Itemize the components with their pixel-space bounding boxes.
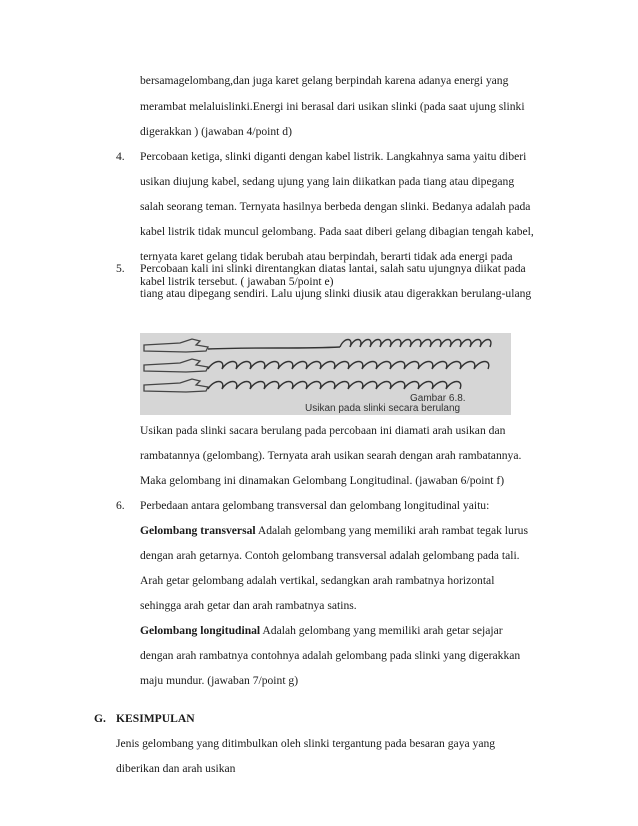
slinki-figure bbox=[140, 333, 511, 415]
text-line: Usikan pada slinki sacara berulang pada percobaan ini diamati arah usikan dan bbox=[140, 424, 506, 437]
hand-icon bbox=[144, 339, 208, 352]
term-longitudinal: Gelombang longitudinal bbox=[140, 624, 261, 637]
text-line: bersamagelombang,dan juga karet gelang berpindah karena adanya energi yang bbox=[140, 74, 509, 87]
text-line: tiang atau dipegang sendiri. Lalu ujung slinki diusik atau digerakkan berulang-ulang bbox=[140, 287, 532, 300]
list-number: 5. bbox=[116, 262, 125, 275]
text-line: kabel listrik tersebut. ( jawaban 5/point e) bbox=[140, 275, 334, 288]
text-line: kabel listrik tidak muncul gelombang. Pada saat diberi gelang dibagian tengah kabel, bbox=[140, 225, 534, 238]
text-line bbox=[140, 624, 503, 638]
text-line: Percobaan kali ini slinki direntangkan diatas lantai, salah satu ujungnya diikat pada bbox=[140, 262, 526, 275]
hand-icon bbox=[144, 359, 208, 372]
text-span: Adalah gelombang yang memiliki arah rambat tegak lurus bbox=[255, 524, 528, 537]
section-heading: KESIMPULAN bbox=[116, 712, 195, 725]
text-span: Adalah gelombang yang memiliki arah getar sejajar bbox=[260, 624, 503, 637]
text-line: usikan diujung kabel, sedang ujung yang lain diikatkan pada tiang atau dipegang bbox=[140, 175, 515, 188]
text-line: Maka gelombang ini dinamakan Gelombang Longitudinal. (jawaban 6/point f) bbox=[140, 474, 505, 487]
text-line bbox=[140, 524, 528, 538]
text-line: Perbedaan antara gelombang transversal dan gelombang longitudinal yaitu: bbox=[140, 499, 490, 512]
list-number: 6. bbox=[116, 499, 125, 512]
text-line: diberikan dan arah usikan bbox=[116, 762, 236, 775]
figure-caption: Gambar 6.8. bbox=[410, 393, 466, 404]
hand-icon bbox=[144, 379, 208, 392]
text-line: Percobaan ketiga, slinki diganti dengan kabel listrik. Langkahnya sama yaitu diberi bbox=[140, 150, 527, 163]
section-letter: G. bbox=[94, 712, 106, 725]
text-line: digerakkan ) (jawaban 4/point d) bbox=[140, 125, 292, 138]
text-line: dengan arah getarnya. Contoh gelombang transversal adalah gelombang pada tali. bbox=[140, 549, 520, 562]
text-line: Jenis gelombang yang ditimbulkan oleh slinki tergantung pada besaran gaya yang bbox=[116, 737, 496, 750]
text-line: Arah getar gelombang adalah vertikal, sedangkan arah rambatnya horizontal bbox=[140, 574, 495, 587]
term-transversal: Gelombang transversal bbox=[140, 524, 256, 537]
text-line: sehingga arah getar dan arah rambatnya satins. bbox=[140, 599, 357, 612]
text-line: maju mundur. (jawaban 7/point g) bbox=[140, 674, 299, 687]
text-line: dengan arah rambatnya contohnya adalah gelombang pada slinki yang digerakkan bbox=[140, 649, 521, 662]
list-number: 4. bbox=[116, 150, 125, 163]
slinki-coils bbox=[208, 340, 491, 390]
text-line: ternyata karet gelang tidak berubah atau berpindah, berarti tidak ada energi pada bbox=[140, 250, 513, 263]
text-line: merambat melaluislinki.Energi ini berasal dari usikan slinki (pada saat ujung slinki bbox=[140, 100, 525, 113]
text-line: salah seorang teman. Ternyata hasilnya berbeda dengan slinki. Bedanya adalah pada bbox=[140, 200, 531, 213]
text-line: rambatannya (gelombang). Ternyata arah usikan searah dengan arah rambatannya. bbox=[140, 449, 522, 462]
figure-caption: Usikan pada slinki secara berulang bbox=[305, 403, 461, 414]
